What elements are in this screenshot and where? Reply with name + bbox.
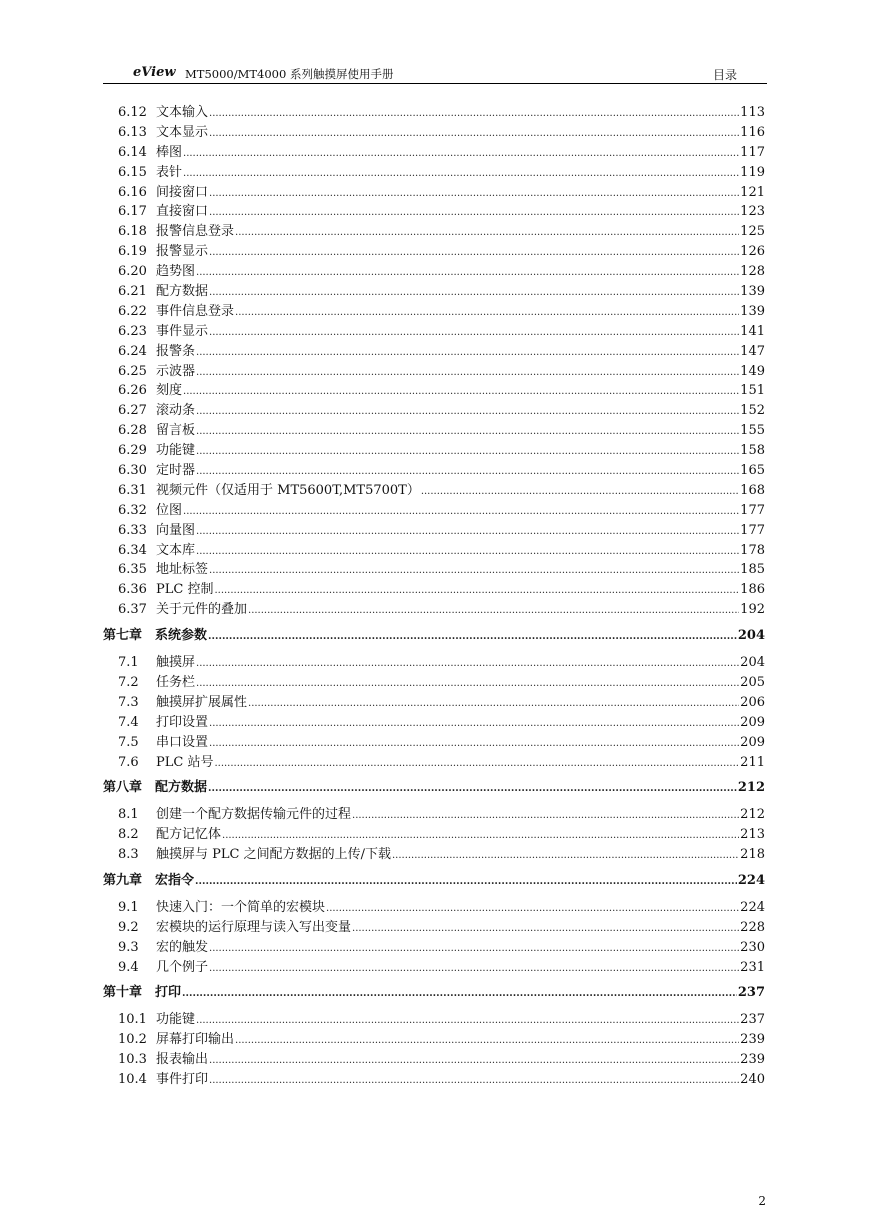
dot-leader [248, 600, 739, 621]
toc-entry-number: 10.4 [118, 1071, 147, 1087]
toc-entry-number: 第八章 [103, 780, 143, 796]
toc-entry-title: 留言板 [156, 423, 196, 439]
toc-entry-page: 141 [740, 323, 765, 339]
toc-entry-number: 6.19 [118, 244, 147, 260]
dot-leader [209, 1050, 739, 1071]
toc-entry[interactable] [103, 1070, 765, 1090]
toc-chapter-entry[interactable] [103, 983, 765, 1003]
toc-entry-number: 6.18 [118, 224, 147, 240]
toc-entry-page: 149 [740, 363, 765, 379]
dot-leader [196, 441, 739, 462]
toc-entry-page: 139 [740, 303, 765, 319]
toc-entry[interactable] [103, 918, 765, 938]
dot-leader [196, 362, 739, 383]
dot-leader [209, 733, 739, 754]
brand-logo-text: eView [133, 65, 176, 80]
toc-entry[interactable] [103, 202, 765, 222]
toc-entry[interactable] [103, 753, 765, 773]
toc-entry[interactable] [103, 282, 765, 302]
toc-entry[interactable] [103, 302, 765, 322]
dot-leader [196, 1010, 739, 1031]
dot-leader [248, 693, 739, 714]
toc-entry[interactable] [103, 163, 765, 183]
toc-entry[interactable] [103, 143, 765, 163]
toc-entry[interactable] [103, 653, 765, 673]
toc-entry[interactable] [103, 342, 765, 362]
toc-entry-page: 116 [740, 124, 765, 140]
toc-entry-number: 6.14 [118, 144, 147, 160]
dot-leader [209, 123, 739, 144]
toc-entry-title: 打印 [155, 985, 182, 1001]
toc-entry-page: 237 [740, 1012, 765, 1028]
toc-entry-title: 配方数据 [155, 780, 208, 796]
toc-entry[interactable] [103, 560, 765, 580]
toc-entry-page: 177 [740, 502, 765, 518]
toc-entry-title: 报警条 [156, 343, 196, 359]
dot-leader [209, 242, 739, 263]
toc-entry[interactable] [103, 600, 765, 620]
dot-leader [196, 541, 739, 562]
toc-entry-page: 239 [740, 1032, 765, 1048]
toc-entry[interactable] [103, 713, 765, 733]
toc-entry-title: 系统参数 [155, 628, 208, 644]
dot-leader [209, 183, 739, 204]
toc-entry-page: 125 [740, 224, 765, 240]
toc-entry-number: 10.3 [118, 1052, 147, 1068]
dot-leader [196, 262, 739, 283]
toc-entry[interactable] [103, 673, 765, 693]
toc-entry-page: 168 [740, 482, 765, 498]
toc-entry-title: 报警信息登录 [156, 224, 235, 240]
toc-entry-title: 向量图 [156, 522, 196, 538]
toc-entry-number: 6.36 [118, 582, 147, 598]
toc-entry-title: 表针 [156, 164, 183, 180]
toc-entry[interactable] [103, 381, 765, 401]
toc-entry-page: 178 [740, 542, 765, 558]
toc-entry[interactable] [103, 262, 765, 282]
toc-entry-title: 关于元件的叠加 [156, 602, 248, 618]
toc-entry-page: 228 [740, 919, 765, 935]
toc-entry-title: 几个例子 [156, 959, 209, 975]
toc-entry-page: 158 [740, 443, 765, 459]
toc-entry[interactable] [103, 183, 765, 203]
dot-leader [209, 713, 739, 734]
toc-entry[interactable] [103, 580, 765, 600]
dot-leader [209, 202, 739, 223]
dot-leader [183, 501, 739, 522]
toc-entry[interactable] [103, 222, 765, 242]
toc-entry-title: 滚动条 [156, 403, 196, 419]
toc-entry-page: 211 [740, 754, 765, 770]
dot-leader [195, 871, 737, 892]
toc-entry-title: 配方记忆体 [156, 827, 222, 843]
toc-entry-number: 6.35 [118, 562, 147, 578]
toc-entry-title: 快速入门：一个简单的宏模块 [156, 899, 326, 915]
toc-entry-number: 6.37 [118, 602, 147, 618]
toc-entry[interactable] [103, 1010, 765, 1030]
toc-entry-title: 报表输出 [156, 1052, 209, 1068]
toc-entry-number: 第十章 [103, 985, 143, 1001]
toc-entry-number: 6.23 [118, 323, 147, 339]
toc-chapter-entry[interactable] [103, 778, 765, 798]
toc-entry-page: 224 [740, 899, 765, 915]
dot-leader [326, 898, 739, 919]
toc-entry-page: 224 [737, 872, 765, 888]
toc-entry-number: 9.4 [118, 959, 139, 975]
dot-leader [352, 918, 739, 939]
toc-entry-title: 打印设置 [156, 714, 209, 730]
toc-entry-number: 6.15 [118, 164, 147, 180]
toc-entry-title: 直接窗口 [156, 204, 209, 220]
dot-leader [196, 673, 739, 694]
toc-entry-title: 文本库 [156, 542, 196, 558]
toc-entry-title: 宏的触发 [156, 939, 209, 955]
toc-entry-title: 功能键 [156, 443, 196, 459]
toc-entry-number: 10.1 [118, 1012, 147, 1028]
toc-entry-title: 事件显示 [156, 323, 209, 339]
dot-leader [196, 521, 739, 542]
toc-entry-page: 231 [740, 959, 765, 975]
toc-entry-title: 任务栏 [156, 674, 196, 690]
toc-entry-title: 定时器 [156, 463, 196, 479]
dot-leader [196, 401, 739, 422]
dot-leader [182, 983, 737, 1004]
dot-leader [209, 958, 739, 979]
toc-entry-page: 209 [740, 734, 765, 750]
toc-entry-title: 文本显示 [156, 124, 209, 140]
toc-entry[interactable] [103, 958, 765, 978]
toc-entry-title: 触摸屏扩展属性 [156, 694, 248, 710]
toc-entry-number: 6.21 [118, 284, 147, 300]
toc-entry-number: 7.6 [118, 754, 139, 770]
dot-leader [209, 1070, 739, 1091]
toc-entry-page: 213 [740, 827, 765, 843]
toc-entry[interactable] [103, 103, 765, 123]
toc-entry-number: 7.5 [118, 734, 139, 750]
toc-entry-page: 147 [740, 343, 765, 359]
dot-leader [208, 778, 737, 799]
toc-entry-page: 117 [740, 144, 765, 160]
toc-entry-page: 240 [740, 1071, 765, 1087]
toc-entry-title: 事件打印 [156, 1071, 209, 1087]
dot-leader [392, 845, 739, 866]
toc-entry-number: 9.2 [118, 919, 139, 935]
toc-entry-page: 239 [740, 1052, 765, 1068]
dot-leader [352, 805, 739, 826]
dot-leader [214, 580, 739, 601]
dot-leader [235, 222, 739, 243]
toc-entry-title: PLC 站号 [156, 754, 214, 770]
toc-entry-page: 212 [740, 807, 765, 823]
toc-chapter-entry[interactable] [103, 871, 765, 891]
toc-entry-page: 206 [740, 694, 765, 710]
dot-leader [196, 461, 739, 482]
toc-entry-number: 7.4 [118, 714, 139, 730]
toc-entry[interactable] [103, 362, 765, 382]
toc-entry[interactable] [103, 322, 765, 342]
page-number: 2 [758, 1194, 766, 1208]
toc-entry-number: 6.26 [118, 383, 147, 399]
toc-entry-number: 6.28 [118, 423, 147, 439]
dot-leader [183, 143, 739, 164]
dot-leader [183, 381, 739, 402]
toc-entry-number: 6.34 [118, 542, 147, 558]
toc-entry-number: 7.1 [118, 655, 139, 671]
toc-entry[interactable] [103, 733, 765, 753]
manual-title: MT5000/MT4000 系列触摸屏使用手册 [185, 67, 394, 81]
dot-leader [421, 481, 739, 502]
toc-entry-title: 趋势图 [156, 264, 196, 280]
toc-entry[interactable] [103, 825, 765, 845]
toc-entry-page: 152 [740, 403, 765, 419]
toc-entry-title: 地址标签 [156, 562, 209, 578]
toc-entry-number: 6.32 [118, 502, 147, 518]
toc-entry-number: 8.3 [118, 847, 139, 863]
toc-entry-number: 8.1 [118, 807, 139, 823]
toc-entry-page: 155 [740, 423, 765, 439]
dot-leader [222, 825, 739, 846]
toc-entry-page: 212 [737, 780, 765, 796]
toc-entry-title: 示波器 [156, 363, 196, 379]
toc-entry-page: 209 [740, 714, 765, 730]
toc-entry-number: 7.2 [118, 674, 139, 690]
toc-entry-title: 宏指令 [155, 872, 195, 888]
toc-entry-number: 9.3 [118, 939, 139, 955]
dot-leader [196, 421, 739, 442]
toc-entry[interactable] [103, 461, 765, 481]
dot-leader [214, 753, 739, 774]
toc-entry-number: 7.3 [118, 694, 139, 710]
toc-entry-number: 6.29 [118, 443, 147, 459]
toc-entry-title: 刻度 [156, 383, 183, 399]
dot-leader [235, 1030, 739, 1051]
dot-leader [209, 103, 739, 124]
toc-entry-title: 配方数据 [156, 284, 209, 300]
toc-entry-number: 6.30 [118, 463, 147, 479]
toc-entry-number: 6.25 [118, 363, 147, 379]
toc-entry-number: 8.2 [118, 827, 139, 843]
toc-entry-number: 6.17 [118, 204, 147, 220]
toc-entry-page: 113 [740, 105, 765, 120]
toc-chapter-entry[interactable] [103, 626, 765, 646]
toc-entry-page: 119 [740, 164, 765, 180]
toc-entry-title: 宏模块的运行原理与读入写出变量 [156, 919, 352, 935]
toc-entry-page: 123 [740, 204, 765, 220]
toc-entry-title: 触摸屏与 PLC 之间配方数据的上传/下载 [156, 847, 391, 863]
dot-leader [235, 302, 739, 323]
dot-leader [196, 653, 739, 674]
toc-entry[interactable] [103, 421, 765, 441]
toc-entry-page: 126 [740, 244, 765, 260]
dot-leader [208, 626, 737, 647]
toc-entry-title: 位图 [156, 502, 183, 518]
toc-entry-number: 6.12 [118, 105, 147, 120]
toc-entry[interactable] [103, 242, 765, 262]
toc-entry[interactable] [103, 501, 765, 521]
toc-entry[interactable] [103, 401, 765, 421]
dot-leader [209, 560, 739, 581]
toc-entry[interactable] [103, 1030, 765, 1050]
toc-entry-page: 151 [740, 383, 765, 399]
toc-entry[interactable] [103, 481, 765, 501]
toc-entry-number: 6.27 [118, 403, 147, 419]
dot-leader [209, 938, 739, 959]
toc-entry-title: 创建一个配方数据传输元件的过程 [156, 807, 352, 823]
toc-entry-page: 204 [737, 628, 765, 644]
toc-entry-title: 间接窗口 [156, 184, 209, 200]
toc-entry[interactable] [103, 898, 765, 918]
toc-entry[interactable] [103, 805, 765, 825]
toc-entry-page: 230 [740, 939, 765, 955]
toc-entry-page: 139 [740, 284, 765, 300]
toc-entry-page: 205 [740, 674, 765, 690]
toc-entry[interactable] [103, 123, 765, 143]
toc-entry[interactable] [103, 521, 765, 541]
toc-entry[interactable] [103, 938, 765, 958]
toc-entry-number: 10.2 [118, 1032, 147, 1048]
toc-entry-page: 177 [740, 522, 765, 538]
toc-entry-page: 218 [740, 847, 765, 863]
dot-leader [183, 163, 739, 184]
toc-entry-page: 128 [740, 264, 765, 280]
dot-leader [209, 322, 739, 343]
toc-entry-page: 204 [740, 655, 765, 671]
toc-entry-page: 237 [737, 985, 765, 1001]
toc-entry[interactable] [103, 1050, 765, 1070]
toc-entry-number: 6.33 [118, 522, 147, 538]
toc-entry-page: 186 [740, 582, 765, 598]
toc-entry-number: 6.31 [118, 482, 147, 498]
toc-entry-number: 第七章 [103, 628, 143, 644]
toc-entry[interactable] [103, 845, 765, 865]
toc-entry-number: 6.16 [118, 184, 147, 200]
toc-entry-page: 165 [740, 463, 765, 479]
toc-entry-title: PLC 控制 [156, 582, 214, 598]
toc-entry[interactable] [103, 693, 765, 713]
toc-entry-title: 视频元件（仅适用于 MT5600T,MT5700T） [156, 482, 420, 498]
table-of-contents [103, 103, 765, 1090]
toc-entry-title: 报警显示 [156, 244, 209, 260]
toc-entry-page: 185 [740, 562, 765, 578]
page-header [103, 63, 767, 84]
toc-entry-title: 功能键 [156, 1012, 196, 1028]
toc-entry-number: 6.22 [118, 303, 147, 319]
dot-leader [209, 282, 739, 303]
toc-entry-title: 屏幕打印输出 [156, 1032, 235, 1048]
toc-entry-title: 触摸屏 [156, 655, 196, 671]
toc-entry[interactable] [103, 541, 765, 561]
toc-entry-title: 棒图 [156, 144, 183, 160]
toc-entry-page: 192 [740, 602, 765, 618]
toc-entry-number: 第九章 [103, 872, 143, 888]
toc-entry-number: 6.24 [118, 343, 147, 359]
toc-entry-title: 文本输入 [156, 105, 209, 120]
toc-entry-title: 事件信息登录 [156, 303, 235, 319]
toc-entry-number: 9.1 [118, 899, 139, 915]
toc-entry-number: 6.20 [118, 264, 147, 280]
dot-leader [196, 342, 739, 363]
toc-entry[interactable] [103, 441, 765, 461]
toc-entry-title: 串口设置 [156, 734, 209, 750]
section-name: 目录 [712, 68, 737, 82]
toc-entry-number: 6.13 [118, 124, 147, 140]
toc-entry-page: 121 [740, 184, 765, 200]
